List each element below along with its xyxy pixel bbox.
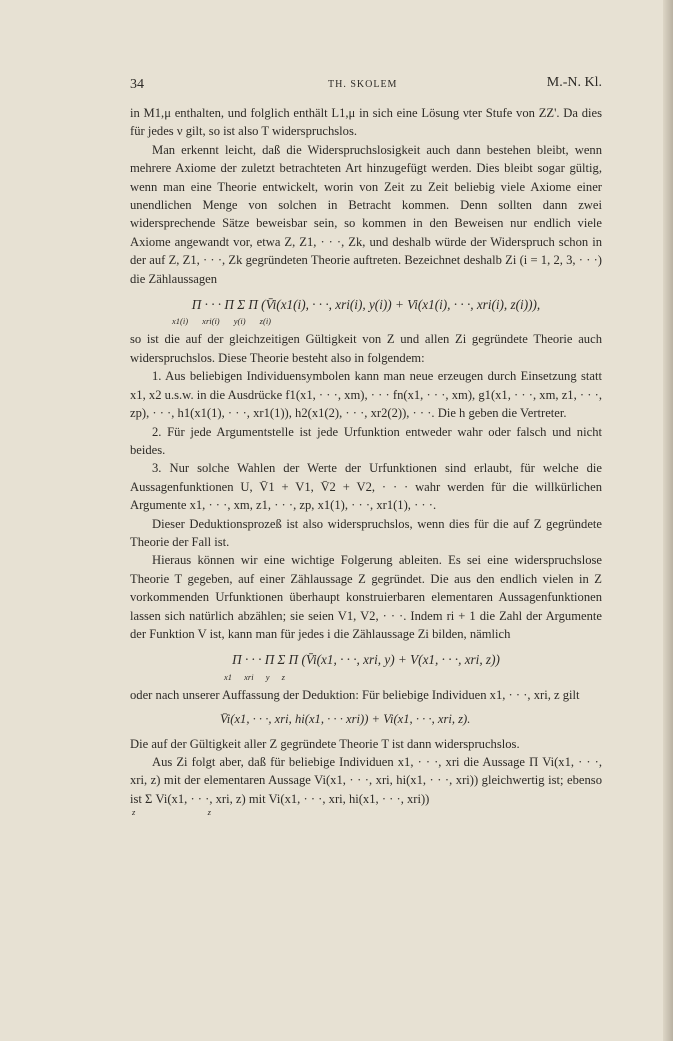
scan-edge-shadow [663,0,673,1041]
paragraph-4: Dieser Deduktionsprozeß ist also widerspruchslos, wenn dies für die auf Z gegründete Theorie der Fall ist. [130,516,602,549]
paragraph-rule-1: 1. Aus beliebigen Individuensymbolen kann man neue erzeugen durch Einsetzung statt x1, x2 u.s.w. in die Ausdrücke f1(x1, · · ·, xm), · · · fn(x1, · · ·, xm), g1(x1, · · ·, xm, z1, · · ·, zp), · · ·, h1(x1(1), · · ·, xr1(1)), h2(x1(2), · · ·, xr2(2)), · · ·. Die h geben die Vertreter. [130,369,602,421]
paragraph-8: Aus Zi folgt aber, daß für beliebige Individuen x1, · · ·, xri die Aussage Π Vi(x1, · · ·, xri, z) mit der elementaren Aussage Vi(x1, · · ·, xri, hi(x1, · · ·, xri)) gleichwertig ist; ebenso ist Σ Vi(x1, · · ·, xri, z) mit Vi(x1, · · ·, xri, hi(x1, · · ·, xri)) [130,755,602,806]
sigma-subscript [130,808,602,817]
running-author: TH. SKOLEM [328,79,398,90]
paragraph-1: in M1,μ enthalten, und folglich enthält L1,μ in sich eine Lösung νter Stufe von ZZ'. Da dies für jedes ν gilt, so ist also T widerspruchslos. [130,106,602,139]
page-number: 34 [130,77,144,92]
formula-1: Π · · · Π Σ Π (V̄i(x1(i), · · ·, xri(i), y(i)) + Vi(x1(i), · · ·, xri(i), z(i))), [191,297,541,313]
formula-3: V̄i(x1, · · ·, xri, hi(x1, · · · xri)) + Vi(x1, · · ·, xri, z). [220,712,471,727]
sigma-subscript-label: z [207,807,211,818]
book-page [130,70,602,817]
paragraph-7: Die auf der Gültigkeit aller Z gegründete Theorie T ist dann widerspruchslos. [130,736,520,751]
pi-subscript: z [132,807,136,818]
running-series: M.-N. Kl. [546,75,602,90]
paragraph-rule-2: 2. Für jede Argumentstelle ist jede Urfunktion entweder wahr oder falsch und nicht beides. [130,424,602,457]
formula-2-subscripts: x1 xri y z [224,671,285,682]
paragraph-rule-3: 3. Nur solche Wahlen der Werte der Urfunktionen sind erlaubt, für welche die Aussagenfunktionen U, V̄1 + V1, V̄2 + V2, · · · wahr werden für die willkürlichen Argumente x1, · · ·, xm, z1, · · ·, zp, x1(1), · · ·, xr1(1), · · ·. [130,461,602,513]
paragraph-3: so ist die auf der gleichzeitigen Gültigkeit von Z und allen Zi gegründete Theorie auch widerspruchslos. Diese Theorie besteht also in folgendem: [130,332,602,365]
paragraph-2: Man erkennt leicht, daß die Widerspruchslosigkeit auch dann bestehen bleibt, wenn mehrere Axiome der zuletzt betrachteten Art hinzugefügt werden. Dies bleibt sogar gültig, wenn man eine Theorie entwickelt, worin von Zeit zu Zeit beliebig viele Axiome einer unendlichen Menge von solchen in Betracht kommen. Denn sollten dann zwei widersprechende Sätze beweisbar sein, so kommen in den Beweisen nur endlich viele Axiome angewandt vor, etwa Z, Z1, · · ·, Zk, und deshalb würde der Widerspruch schon in der auf Z, Z1, · · ·, Zk gegründeten Theorie auftreten. Bezeichnet deshalb Zi (i = 1, 2, 3, · · ·) die Zählaussagen [130,142,602,286]
paragraph-6: oder nach unserer Auffassung der Deduktion: Für beliebige Individuen x1, · · ·, xri, z gilt [130,687,580,702]
running-head [130,70,602,94]
formula-2: Π · · · Π Σ Π (V̄i(x1, · · ·, xri, y) + V(x1, · · ·, xri, z)) [232,652,500,668]
formula-1-subscripts: x1(i) xri(i) y(i) z(i) [172,316,272,327]
paragraph-5: Hieraus können wir eine wichtige Folgerung ableiten. Es sei eine widerspruchslose Theorie T gegeben, auf einer Zählaussage Z gegründet. Die aus den endlich vielen in Z vorkommenden Urfunktionen überhaupt konstruierbaren elementaren Aussagenfunktionen lassen sich natürlich abzählen; sie seien V1, V2, · · ·. Indem ri + 1 die Zahl der Argumente der Funktion V ist, kann man für jedes i die Zählaussage Zi bilden, nämlich [130,553,602,641]
